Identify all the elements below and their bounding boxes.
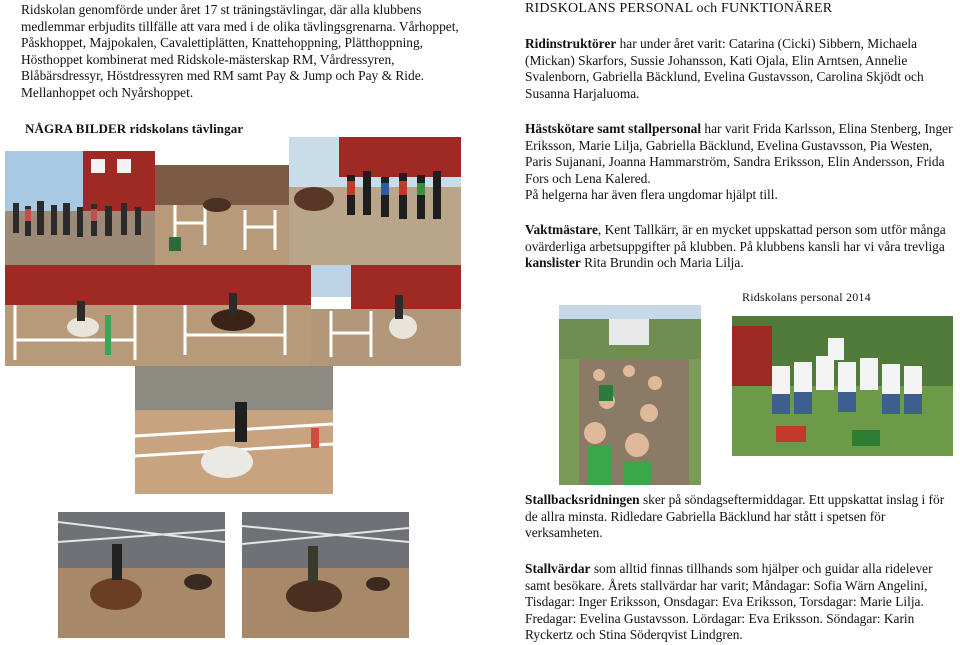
office-staff-text: Rita Brundin och Maria Lilja.	[580, 255, 744, 271]
caretaker-paragraph	[525, 222, 955, 272]
photo-wagon-ride	[559, 305, 701, 485]
stable-hosts-text: som alltid finnas tillhands som hjälper och guidar alla ridelever samt besökare. Årets stallvärdar har varit; Måndagar: Sofia Wärn Angelini, Tisdagar: Inger Eriksson, Onsdagar: Eva Eriksson, Torsdagar: Marie Lilja. Fredagar: Evelina Gustavsson. Lördagar: Eva Eriksson. Söndagar: Karin Ryckertz och Stina Söderqvist Lindgren.	[525, 561, 933, 643]
photo-jump-course	[155, 165, 289, 265]
instructors-text: har under året varit: Catarina (Cicki) Sibbern, Michaela (Mickan) Skarfors, Sussie Johansson, Kati Ojala, Elin Arntsen, Annelie Svalenborn, Gabriella Bäcklund, Evelina Gustavsson, Carolina Skjödt och Susanna Harjaluoma.	[525, 36, 924, 101]
photo-white-horse-dressage	[135, 366, 333, 494]
stallbacks-paragraph	[525, 492, 955, 542]
section-title: RIDSKOLANS PERSONAL och FUNKTIONÄRER	[525, 1, 833, 16]
stable-hosts-label: Stallvärdar	[525, 561, 591, 576]
photo-kids-with-pony	[289, 137, 461, 265]
photos-heading: NÅGRA BILDER ridskolans tävlingar	[25, 121, 244, 136]
photo-indoor-arena-1	[58, 512, 225, 638]
stallbacks-text: sker på söndagseftermiddagar. Ett uppskattat inslag i för de allra minsta. Ridledare Gabriella Bäcklund har stått i spetsen för verksamheten.	[525, 492, 945, 541]
stable-hosts-paragraph	[525, 561, 955, 644]
stallbacks-label: Stallbacksridningen	[525, 492, 640, 507]
stable-staff-weekend-note: På helgerna har även flera ungdomar hjälpt till.	[525, 187, 778, 203]
photo-rider-jumping-3	[311, 265, 461, 366]
caretaker-label: Vaktmästare	[525, 222, 598, 237]
photo-rider-jumping-2	[155, 265, 311, 366]
stable-staff-text: har varit Frida Karlsson, Elina Stenberg, Inger Eriksson, Marie Lilja, Gabriella Bäcklund, Evelina Gustavsson, Pia Westen, Paris Sujanani, Joanna Hammarström, Sandra Eriksson, Elin Andersson, Frida Fors och Lena Kalered.	[525, 121, 953, 186]
photo-indoor-arena-2	[242, 512, 409, 638]
instructors-paragraph	[525, 36, 955, 102]
photo-staff-group	[732, 316, 953, 456]
stable-staff-paragraph	[525, 121, 955, 204]
intro-paragraph: Ridskolan genomförde under året 17 st träningstävlingar, där alla klubbens medlemmar erbjudits tillfälle att vara med i de olika tävlingsgrenarna. Vårhoppet, Påskhoppet, Majpokalen, Cavalettiplätten, Knattehoppning, Plätthoppning, Hösthoppet kombinerat med Ridskole-mästerskap RM, Vårdressyren, Blåbärsdressyr, Höstdressyren med RM samt Pay & Jump och Pay & Ride. Mellanhoppet och Nyårshoppet.	[21, 2, 459, 100]
photo-crowd-at-barn	[5, 151, 155, 265]
photo-rider-jumping-1	[5, 265, 155, 366]
staff-photo-caption: Ridskolans personal 2014	[742, 290, 871, 304]
instructors-label: Ridinstruktörer	[525, 36, 617, 51]
office-staff-label: kanslister	[525, 255, 581, 271]
stable-staff-label: Hästskötare samt stallpersonal	[525, 121, 702, 136]
caretaker-text: , Kent Tallkärr, är en mycket uppskattad person som utför många ovärderliga arbetsuppgifter på klubben. På klubbens kansli har vi våra trevliga	[525, 222, 946, 254]
